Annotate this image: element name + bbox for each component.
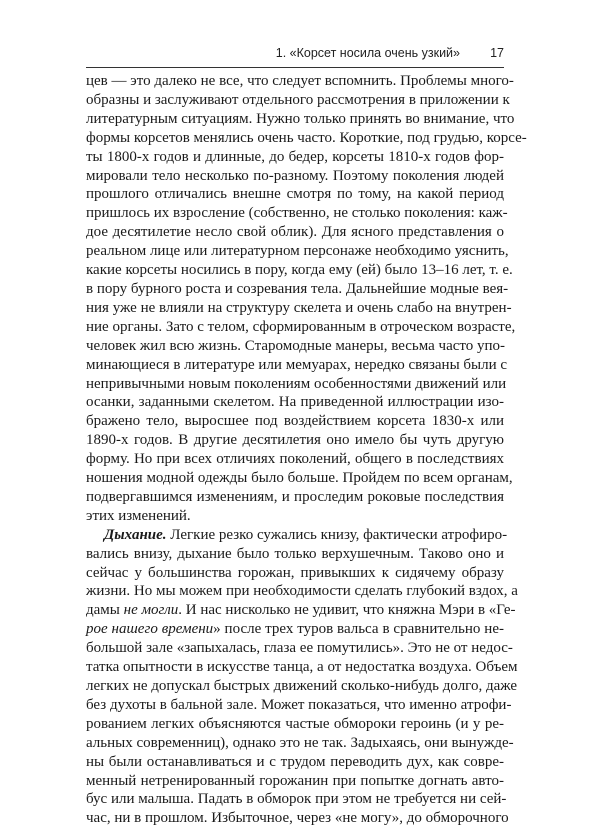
text-line: менный нетренированный горожанин при попытке догнать авто- bbox=[86, 772, 504, 789]
text-line: без духоты в бальной зале. Может показаться, что именно атрофи- bbox=[86, 696, 512, 713]
text-line: минающиеся в литературе или мемуарах, нередко связаны были с bbox=[86, 356, 508, 373]
text-line: дое десятилетие несло свой облик). Для ясного представления о bbox=[86, 224, 504, 241]
text-line: большой зале «запыхалась, глаза ее помутились». Это не от недос- bbox=[86, 640, 513, 657]
running-header bbox=[86, 46, 504, 64]
text-line: в пору бурного роста и созревания тела. Дальнейшие модные вея- bbox=[86, 280, 509, 297]
book-title-italic: рое нашего времени bbox=[86, 621, 214, 638]
text-line: ние органы. Зато с телом, сформированным в отроческом возрасте, bbox=[86, 318, 516, 335]
text-line: альных современниц), однако это не так. Задыхаясь, они вынужде- bbox=[86, 734, 514, 751]
text-line: рое нашего времени» после трех туров вальса в сравнительно не- bbox=[86, 621, 504, 638]
text-line: ты 1800-х годов и длинные, до бедер, корсеты 1810-х годов фор- bbox=[86, 148, 504, 165]
text-line: осанки, заданными скелетом. На приведенной иллюстрации изо- bbox=[86, 394, 504, 411]
text-line: легких не допускал быстрых движений сколько-нибудь долго, даже bbox=[86, 678, 518, 694]
text-line: мировали тело несколько по-разному. Поэтому поколения людей bbox=[86, 167, 504, 184]
text-line: литературным ситуациям. Нужно только принять во внимание, что bbox=[86, 110, 515, 127]
text-line: Дыхание. Легкие резко сужались книзу, фактически атрофиро- bbox=[104, 526, 508, 543]
text-line: пришлось их взросление (собственно, не столько поколения: каж- bbox=[86, 205, 508, 222]
text-line: человек жил всю жизнь. Старомодные манеры, весьма часто упо- bbox=[86, 337, 506, 354]
text-line: ния уже не влияли на структуру скелета и очень слабо на внутрен- bbox=[86, 299, 512, 316]
text-line: рованием легких объясняются частые обмороки героинь (и у ре- bbox=[86, 715, 504, 732]
text-line: форму. Но при всех отличиях поколений, общего в последствиях bbox=[86, 451, 504, 468]
text-line: дамы не могли. И нас нисколько не удивит, что княжна Мэри в «Ге- bbox=[86, 602, 516, 619]
text-line: бражено тело, выросшее под воздействием корсета 1830-х или bbox=[86, 413, 504, 430]
header-rule bbox=[86, 67, 504, 68]
text-line: реальном лице или литературном персонаже необходимо уяснить, bbox=[86, 243, 509, 260]
text-line: 1890-х годов. В другие десятилетия оно имело бы чуть другую bbox=[86, 432, 504, 449]
page-body bbox=[86, 72, 527, 828]
paragraph-1 bbox=[86, 72, 527, 526]
text-line: прошлого отличались внешне смотря по тому, на какой период bbox=[86, 186, 504, 203]
text-line: вались внизу, дыхание было только верхушечным. Таково оно и bbox=[86, 545, 504, 562]
text-line: час, ни в прошлом. Избыточное, через «не могу», до обморочного bbox=[86, 810, 509, 827]
text-line: бус или малыша. Падать в обморок при этом не требуется ни сей- bbox=[86, 791, 507, 808]
text-line: подвергавшимся изменениям, и проследим роковые последствия bbox=[86, 488, 504, 505]
page-number: 17 bbox=[490, 46, 504, 60]
text-line: сейчас у большинства горожан, привыкших к сидячему образу bbox=[86, 564, 504, 581]
italic-emphasis: не могли bbox=[123, 602, 179, 619]
section-heading-breathing: Дыхание. bbox=[104, 526, 167, 543]
text-line: ношения модной одежды было больше. Пройдем по всем органам, bbox=[86, 470, 513, 487]
text-line: жизни. Но мы можем при необходимости сделать глубокий вздох, а bbox=[86, 583, 518, 600]
text-line: ны были останавливаться и с трудом переводить дух, как совре- bbox=[86, 753, 504, 770]
text-line: татка опытности в искусстве танца, а от недостатка воздуха. Объем bbox=[86, 659, 518, 676]
text-line: цев — это далеко не все, что следует вспомнить. Проблемы много- bbox=[86, 73, 514, 89]
running-title: 1. «Корсет носила очень узкий» bbox=[275, 46, 460, 60]
text-line: этих изменений. bbox=[86, 507, 191, 524]
text-line: формы корсетов менялись очень часто. Короткие, под грудью, корсе- bbox=[86, 129, 527, 146]
text-line: непривычными новым поколениям особенностями движений или bbox=[86, 375, 507, 392]
text-line: образны и заслуживают отдельного рассмотрения в приложении к bbox=[86, 91, 510, 108]
paragraph-2-breathing bbox=[86, 526, 518, 828]
text-line: какие корсеты носились в пору, когда ему (ей) было 13–16 лет, т. е. bbox=[86, 262, 513, 279]
